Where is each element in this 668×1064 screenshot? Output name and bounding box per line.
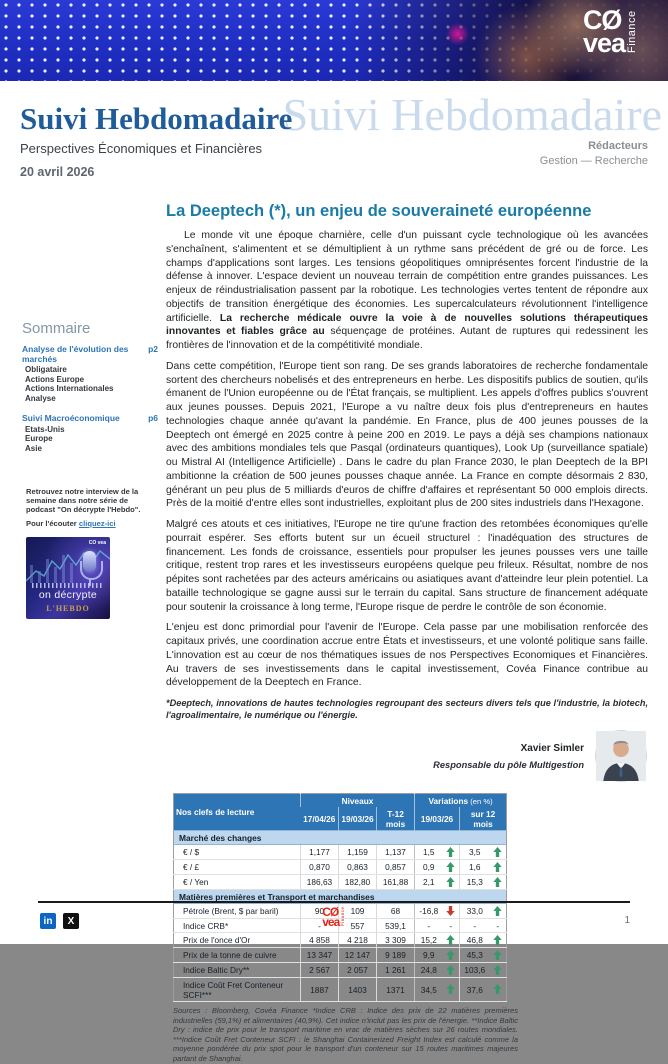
level-value: 3 309 [377, 933, 415, 948]
variation-value: 46,8 [460, 933, 490, 948]
variation-arrow [490, 933, 507, 948]
variation-arrow [490, 978, 507, 1002]
sommaire-subitem[interactable]: Actions Internationales [25, 384, 114, 393]
keys-table-wrap [173, 793, 506, 1002]
arrow-up-icon [493, 877, 502, 887]
arrow-up-icon [493, 965, 502, 975]
editors-block [540, 139, 648, 169]
variation-value: 1,5 [415, 845, 443, 860]
level-value: 90 [301, 904, 339, 919]
arrow-up-icon [446, 984, 455, 994]
footer-covea-logo-text [322, 905, 340, 929]
level-value: 1,177 [301, 845, 339, 860]
arrow-up-icon [446, 935, 455, 945]
issue-date: 20 avril 2026 [20, 165, 95, 179]
sommaire-subitem[interactable]: Actions Europe [25, 374, 85, 384]
covea-logo-line1: CØ [582, 5, 622, 35]
variation-arrow: - [443, 919, 460, 933]
sommaire-link-label: Suivi Macroéconomique [22, 413, 120, 423]
signature-text [433, 743, 584, 770]
variation-arrow [443, 978, 460, 1002]
level-value: 9 189 [377, 948, 415, 963]
variation-value: 0,9 [415, 860, 443, 875]
level-value: 539,1 [377, 919, 415, 933]
x-twitter-icon[interactable]: X [63, 913, 79, 929]
variation-arrow [443, 933, 460, 948]
article-paragraphs [166, 229, 648, 690]
variation-arrow [490, 875, 507, 890]
microphone-icon [83, 551, 96, 572]
variation-value: 45,3 [460, 948, 490, 963]
level-value: 0,863 [339, 860, 377, 875]
sommaire-subitem[interactable]: Asie [25, 443, 42, 453]
arrow-up-icon [493, 950, 502, 960]
row-label: Indice Coût Fret Conteneur SCFI*** [174, 978, 301, 1002]
level-value: - [301, 919, 339, 933]
level-value: 0,870 [301, 860, 339, 875]
table-section-name: Marché des changes [174, 831, 507, 845]
variation-arrow [443, 875, 460, 890]
podcast-listen-link[interactable]: cliquez-ici [78, 519, 116, 528]
variation-value: 24,8 [415, 963, 443, 978]
level-value: 1 261 [377, 963, 415, 978]
level-value: 109 [339, 904, 377, 919]
variation-value: 34,5 [415, 978, 443, 1002]
arrow-up-icon [493, 862, 502, 872]
arrow-up-icon [493, 906, 502, 916]
table-col-header: 19/03/26 [415, 807, 460, 831]
table-col-header: T-12 mois [377, 807, 415, 831]
variation-value: 15,3 [460, 875, 490, 890]
sommaire-subitem[interactable]: Europe [25, 434, 53, 443]
sommaire-subitem[interactable]: Etats-Unis [25, 424, 65, 434]
table-row [174, 845, 507, 860]
level-value: 4 858 [301, 933, 339, 948]
level-value: 2 057 [339, 963, 377, 978]
variation-value: 9,9 [415, 948, 443, 963]
podcast-listen [26, 519, 150, 528]
sommaire-subitem[interactable]: Obligataire [25, 365, 67, 374]
linkedin-icon[interactable]: in [40, 913, 56, 929]
level-value: 4 218 [339, 933, 377, 948]
covea-logo-line2: vea [582, 28, 625, 58]
sommaire-link-1[interactable] [22, 414, 158, 424]
table-section-row [174, 831, 507, 845]
author-avatar-graphic [596, 731, 646, 781]
sommaire-sections [22, 345, 158, 453]
arrow-up-icon [493, 984, 502, 994]
footer-covea-logo-finance: Finance [340, 906, 346, 926]
arrow-down-icon [446, 906, 455, 916]
sommaire-items [22, 425, 158, 454]
variation-arrow [490, 904, 507, 919]
covea-logo-finance: Finance [626, 10, 638, 53]
page-title: Suivi Hebdomadaire [20, 101, 293, 136]
table-row [174, 948, 507, 963]
level-value: 12 147 [339, 948, 377, 963]
arrow-up-icon [446, 877, 455, 887]
level-value: 161,88 [377, 875, 415, 890]
table-group-variations: Variations (en %) [415, 794, 507, 808]
covea-logo-text [582, 5, 625, 58]
row-label: Prix de l'once d'Or [174, 933, 301, 948]
level-value: 1,137 [377, 845, 415, 860]
author-avatar [596, 731, 646, 781]
variation-arrow [490, 948, 507, 963]
level-value: 68 [377, 904, 415, 919]
level-value: 186,63 [301, 875, 339, 890]
podcast-cover-subtitle: L'HEBDO [46, 604, 90, 613]
level-value: 1,159 [339, 845, 377, 860]
footer-covea-logo-line1: CØ [322, 905, 339, 919]
row-label: € / £ [174, 860, 301, 875]
table-row [174, 978, 507, 1002]
title-watermark: Suivi Hebdomadaire [282, 89, 662, 140]
variation-arrow [490, 860, 507, 875]
variation-value: 33,0 [460, 904, 490, 919]
keys-table [173, 793, 507, 1002]
arrow-up-icon [493, 935, 502, 945]
row-label: € / $ [174, 845, 301, 860]
table-row [174, 933, 507, 948]
variation-value: -16,8 [415, 904, 443, 919]
row-label: Prix de la tonne de cuivre [174, 948, 301, 963]
table-group-niveaux: Niveaux [301, 794, 415, 808]
variation-arrow [443, 904, 460, 919]
level-value: 557 [339, 919, 377, 933]
article-paragraph-3: Malgré ces atouts et ces initiatives, l'Europe ne tire qu'une fraction des retombées économiques qu'elle pourrait espérer. Ses efforts butent sur un écueil structurel : l'inadéquation des structures de financement. Les fonds de croissance, essentiels pour propulser les jeunes pousses vers une taille critique, restent trop rares et les investisseurs européens quelque peu frileux. Résultat, nombre de nos pépites sont rachetées par des acteurs américains ou asiatiques avant d'atteindre leur plein potentiel. La bataille technologique se gagne aussi sur le terrain du capital. Sans structure de financement adéquate pour soutenir la croissance à long terme, l'Europe risque de perdre le contrôle de son économie. [166, 519, 648, 613]
sommaire-page-ref: p2 [148, 344, 158, 354]
row-label: Indice CRB* [174, 919, 301, 933]
variation-arrow: - [490, 919, 507, 933]
podcast-cover-title: on décrypte [38, 589, 98, 601]
level-value: 1403 [339, 978, 377, 1002]
variation-arrow [490, 845, 507, 860]
arrow-up-icon [446, 950, 455, 960]
article [166, 202, 648, 1064]
author-role: Responsable du pôle Multigestion [433, 759, 584, 770]
variation-value: - [460, 919, 490, 933]
podcast-cover-image[interactable] [26, 537, 110, 619]
variation-value: 103,6 [460, 963, 490, 978]
table-title: Nos clefs de lecture [174, 794, 301, 831]
podcast-listen-prefix: Pour l'écouter [26, 519, 79, 528]
table-section-name: Matières premières et Transport et marchandises [174, 890, 507, 904]
row-label: Pétrole (Brent, $ par baril) [174, 904, 301, 919]
variation-arrow [443, 845, 460, 860]
variation-arrow [490, 963, 507, 978]
variation-value: 2,1 [415, 875, 443, 890]
footer-social-icons [40, 913, 79, 929]
table-col-header: sur 12 mois [460, 807, 507, 831]
table-col-header: 17/04/26 [301, 807, 339, 831]
variation-value: 3,5 [460, 845, 490, 860]
level-value: 182,80 [339, 875, 377, 890]
variation-arrow [443, 963, 460, 978]
banner-image [0, 0, 668, 81]
variation-arrow [443, 860, 460, 875]
arrow-up-icon [446, 862, 455, 872]
table-row [174, 875, 507, 890]
article-title: La Deeptech (*), un enjeu de souveraineté européenne [166, 202, 592, 220]
variation-value: 15,2 [415, 933, 443, 948]
table-row [174, 860, 507, 875]
variation-arrow [443, 948, 460, 963]
podcast-cover-equalizer [32, 583, 104, 588]
page-subtitle: Perspectives Économiques et Financières [20, 141, 263, 156]
sommaire-page-ref: p6 [148, 413, 158, 423]
table-sources: Sources : Bloomberg, Covéa Finance *Indice CRB : Indice des prix de 22 matières premières industrielles (59,1%) et alimentaires (40,9%). Cet indice n'inclut pas les prix de l'énergie. **Indice Baltic Dry : indice de prix pour le transport maritime en vrac de matières sèches sur 26 routes mondiales. ***Indice Coût Fret Conteneur SCFI : le Shanghai Containerized Freight Index est calculé comme la moyenne pondérée du prix spot pour le transport d'un conteneur sur 15 routes maritimes majeures partant de Shanghai. [173, 1006, 518, 1063]
level-value: 1887 [301, 978, 339, 1002]
podcast-block [26, 487, 150, 619]
variation-value: - [415, 919, 443, 933]
article-footnote: *Deeptech, innovations de hautes technologies regroupant des secteurs divers tels que l'industrie, la biotech, l'agroalimentaire, le numérique ou l'énergie. [166, 698, 648, 720]
sommaire-items [22, 365, 158, 403]
arrow-up-icon [493, 847, 502, 857]
level-value: 13 347 [301, 948, 339, 963]
sommaire-link-0[interactable] [22, 345, 158, 364]
row-label: Indice Baltic Dry** [174, 963, 301, 978]
sommaire-link-label: Analyse de l'évolution des marchés [22, 344, 129, 364]
article-paragraph-4: L'enjeu est donc primordial pour l'avenir de l'Europe. Cela passe par une mobilisation renforcée des capitaux privés, une coordination accrue entre États et investisseurs, et une volonté politique sans faille. L'innovation est au cœur de nos thématiques issues de nos Perspectives Economiques et Financières. Au travers de ses investissements dans le capital investissement, Covéa Finance contribue au développement de la Deeptech en France. [166, 622, 648, 689]
table-col-header: 19/03/26 [339, 807, 377, 831]
variation-value: 37,6 [460, 978, 490, 1002]
sommaire-section-1 [22, 414, 158, 453]
article-paragraph-1: Le monde vit une époque charnière, celle d'un puissant cycle technologique où les avancées s'enchaînent, s'alimentent et se démultiplient à un rythme sans précédent de gré ou de force. Les champs d'applications sont larges. Les tensions géopolitiques omniprésentes forcent l'industrie de la défense à innover. L'espace devient un nouveau terrain de compétition entre grandes puissances. Les enjeux de réindustrialisation passent par la robotique. Les technologies vertes tentent de répondre aux objectifs de transition énergétique des économies. Les supercalculateurs révolutionnent l'intelligence artificielle. La recherche médicale ouvre la voie à de nouvelles solutions thérapeutiques innovantes et fiables grâce au séquençage de protéines. Autant de ruptures qui redessinent les frontières de l'innovation et de la compétitivité mondiale. [166, 230, 648, 351]
arrow-up-icon [446, 965, 455, 975]
sommaire-subitem[interactable]: Analyse [25, 393, 56, 403]
footer-covea-logo [322, 905, 346, 929]
editors-value: Gestion — Recherche [539, 155, 648, 167]
podcast-text: Retrouvez notre interview de la semaine dans notre série de podcast "On décrypte l'Hebdo". [26, 487, 141, 514]
level-value: 0,857 [377, 860, 415, 875]
sommaire-section-0 [22, 345, 158, 403]
footer-covea-logo-line2: vea [322, 915, 340, 929]
author-name: Xavier Simler [520, 742, 584, 754]
page-number: 1 [624, 915, 630, 926]
table-row [174, 963, 507, 978]
row-label: € / Yen [174, 875, 301, 890]
footer-divider [38, 901, 630, 903]
arrow-up-icon [446, 847, 455, 857]
level-value: 2 567 [301, 963, 339, 978]
level-value: 1371 [377, 978, 415, 1002]
variation-value: 1,6 [460, 860, 490, 875]
signature-block [166, 731, 646, 781]
covea-logo [582, 5, 638, 58]
sommaire [22, 320, 158, 464]
podcast-cover-mini-logo: CO vea [88, 540, 106, 546]
editors-label: Rédacteurs [588, 140, 648, 152]
sommaire-title: Sommaire [22, 320, 91, 337]
article-paragraph-2: Dans cette compétition, l'Europe tient son rang. De ses grands laboratoires de recherche fondamentale sortent des chercheurs nobelisés et des entrepreneurs en herbe. Les dispositifs publics de soutien, qu'ils émanent de l'Union européenne ou de l'État français, se multiplient. Les appels d'offres publics s'ouvrent aux jeunes pousses. Depuis 2021, l'Europe a vu naître deux fois plus d'entrepreneurs en hautes technologies chaque année qu'avant la pandémie. En France, plus de 400 jeunes pousses de la Deeptech ont émergé en 2025 contre à peine 200 en 2019. Le pays a déjà ses champions nationaux avec des ambitions mondiales tels que Pasqal (ordinateurs quantiques), Look Up (surveillance spatiale) ou Mistral AI (Intelligence Artificielle) . Dans le cadre du plan France 2030, le plan Deeptech de la BPI ambitionne la création de 500 jeunes pousses chaque année. La France en compte désormais 2 830, générant un peu plus de 5 milliards d'euros de chiffre d'affaires et représentant 50 000 emplois directs. Près de la moitié d'entre elles sont industrielles, exploitant plus de 200 sites industriels dans l'Hexagone. [166, 360, 648, 510]
